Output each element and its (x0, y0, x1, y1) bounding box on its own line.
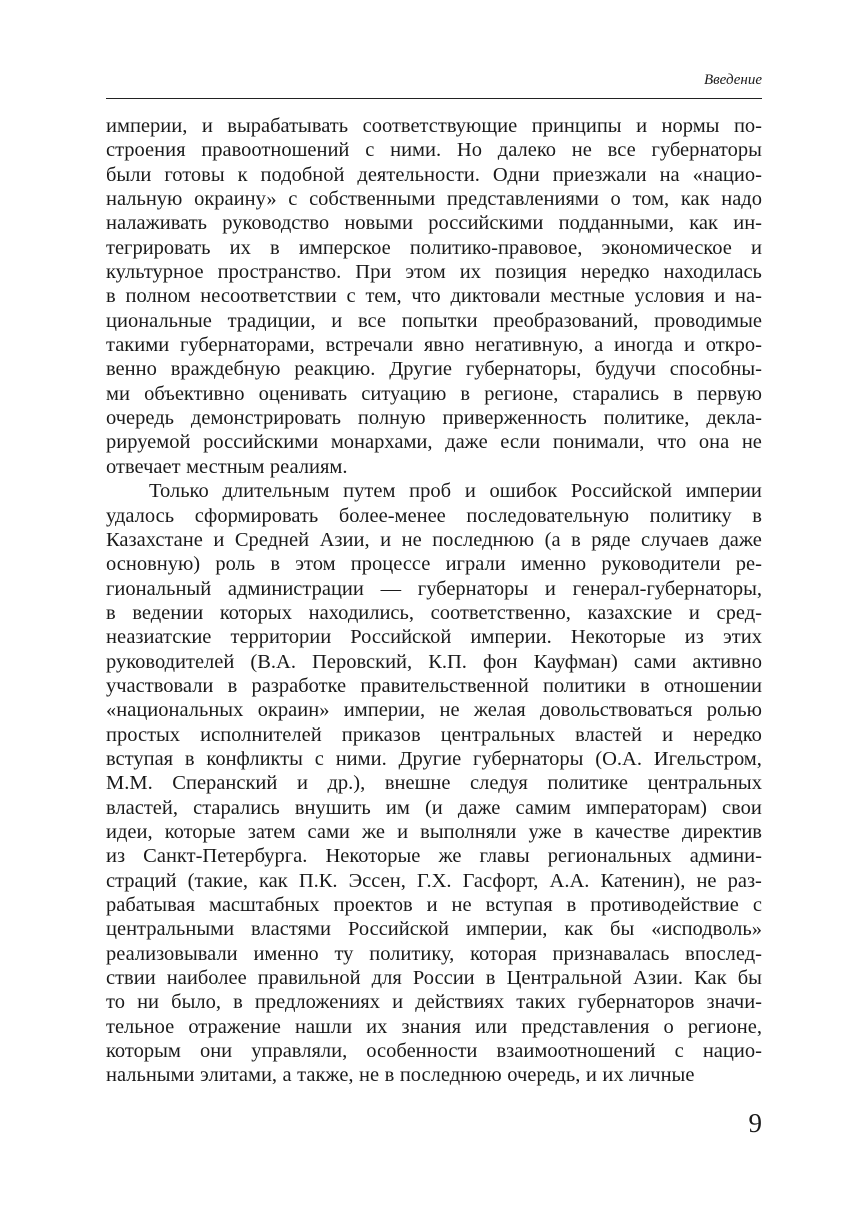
text-line: Казахстане и Средней Азии, и не последнюю (а в ряде случаев даже (106, 528, 762, 551)
text-line: ми объективно оценивать ситуацию в регионе, старались в первую (106, 382, 762, 405)
text-line: были готовы к подобной деятельности. Одни приезжали на «нацио- (106, 163, 762, 186)
text-line: вступая в конфликты с ними. Другие губернаторы (О.А. Игельстром, (106, 747, 762, 770)
text-line: рируемой российскими монархами, даже если понимали, что она не (106, 431, 762, 454)
text-line: то ни было, в предложениях и действиях таких губернаторов значи- (106, 991, 762, 1014)
body-text (106, 114, 762, 1088)
text-line: страций (такие, как П.К. Эссен, Г.Х. Гасфорт, А.А. Катенин), не раз- (106, 869, 762, 892)
text-line: участвовали в разработке правительственной политики в отношении (106, 674, 762, 697)
running-head: Введение (106, 70, 762, 99)
text-line: ствии наиболее правильной для России в Центральной Азии. Как бы (106, 967, 762, 990)
text-line: культурное пространство. При этом их позиция нередко находилась (106, 261, 762, 284)
text-line: неазиатские территории Российской империи. Некоторые из этих (106, 626, 762, 649)
text-line: М.М. Сперанский и др.), внешне следуя политике центральных (106, 772, 762, 795)
text-line: такими губернаторами, встречали явно негативную, а иногда и откро- (106, 334, 762, 357)
text-line: венно враждебную реакцию. Другие губернаторы, будучи способны- (106, 358, 762, 381)
text-line: тегрировать их в имперское политико-правовое, экономическое и (106, 236, 762, 259)
text-line: рабатывая масштабных проектов и не вступая в противодействие с (106, 894, 762, 916)
page-number: 9 (748, 1108, 762, 1138)
text-line: «национальных окраин» империи, не желая довольствоваться ролью (106, 699, 762, 722)
text-line: которым они управляли, особенности взаимоотношений с нацио- (106, 1040, 762, 1063)
text-line: идеи, которые затем сами же и выполняли уже в качестве директив (106, 820, 762, 843)
text-line: империи, и вырабатывать соответствующие принципы и нормы по- (106, 115, 762, 137)
text-line: тельное отражение нашли их знания или представления о регионе, (106, 1015, 762, 1038)
text-line: центральными властями Российской империи, как бы «исподволь» (106, 918, 762, 941)
text-line: налаживать руководство новыми российскими подданными, как ин- (106, 212, 762, 235)
text-line: нальную окраину» с собственными представлениями о том, как надо (106, 188, 762, 211)
text-line: Только длительным путем проб и ошибок Российской империи (149, 480, 762, 503)
text-line: отвечает местным реалиям. (106, 455, 348, 478)
text-line: нальными элитами, а также, не в последнюю очередь, и их личные (106, 1064, 695, 1087)
text-line: реализовывали именно ту политику, которая признавалась впослед- (106, 942, 762, 965)
text-line: простых исполнителей приказов центральных властей и нередко (106, 723, 762, 746)
text-line: руководителей (В.А. Перовский, К.П. фон Кауфман) сами активно (106, 650, 762, 673)
text-line: в ведении которых находились, соответственно, казахские и сред- (106, 601, 762, 624)
text-line: в полном несоответствии с тем, что диктовали местные условия и на- (106, 285, 762, 308)
text-line: циональные традиции, и все попытки преобразований, проводимые (106, 309, 762, 332)
text-line: из Санкт-Петербурга. Некоторые же главы региональных админи- (106, 845, 762, 868)
text-line: гиональный администрации — губернаторы и генерал-губернаторы, (106, 577, 762, 600)
text-line: очередь демонстрировать полную приверженность политике, декла- (106, 407, 762, 430)
text-line: удалось сформировать более-менее последовательную политику в (106, 504, 762, 527)
text-line: властей, старались внушить им (и даже самим императорам) свои (106, 796, 762, 819)
text-line: строения правоотношений с ними. Но далеко не все губернаторы (106, 139, 762, 162)
text-line: основную) роль в этом процессе играли именно руководители ре- (106, 553, 762, 576)
